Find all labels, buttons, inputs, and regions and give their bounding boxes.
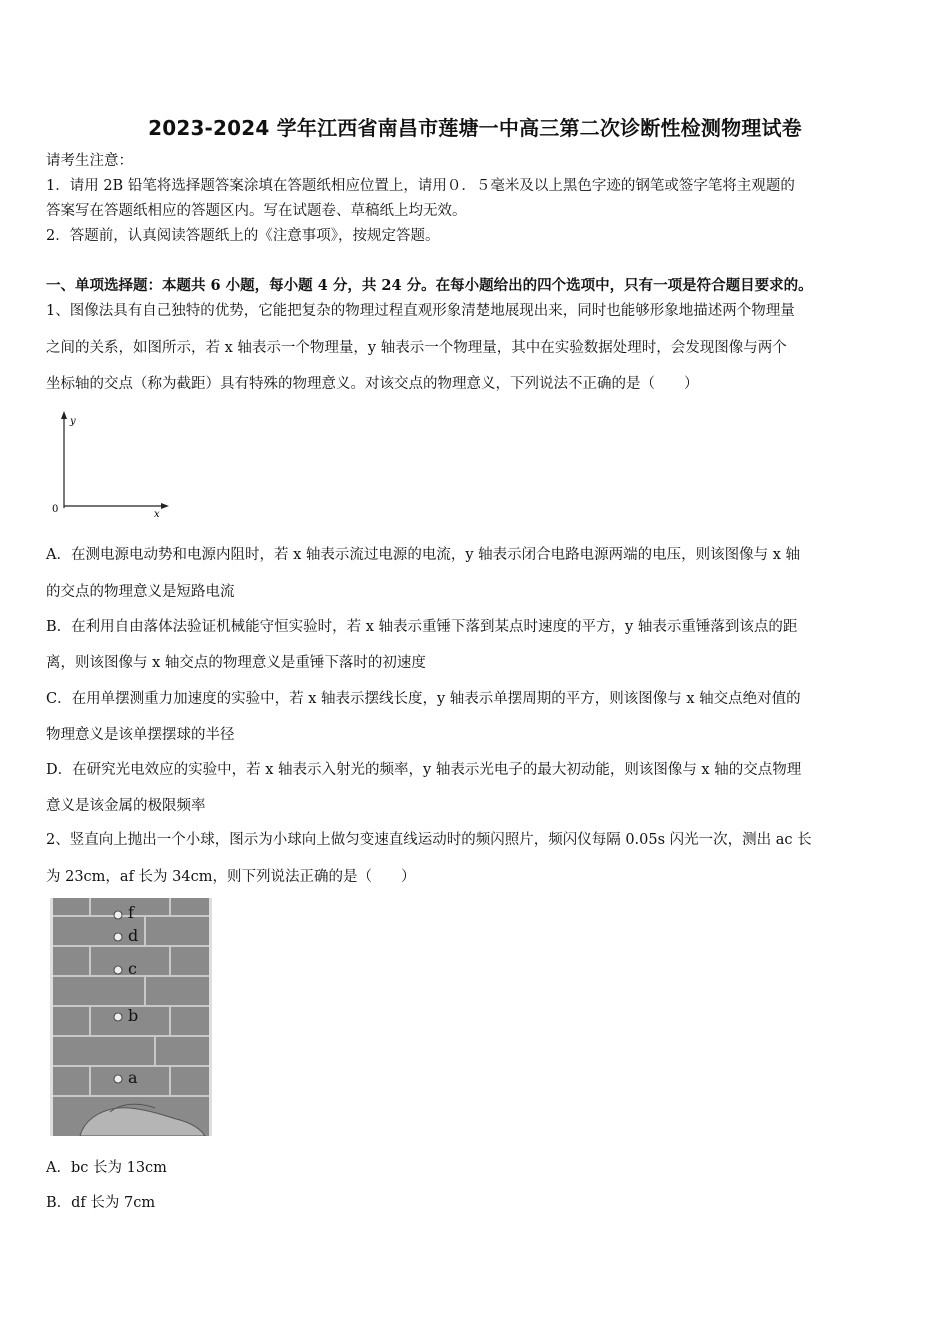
y-axis-label: y <box>70 416 76 427</box>
section1-heading: 一、单项选择题：本题共 6 小题，每小题 4 分，共 24 分。在每小题给出的四个选项中，只有一项是符合题目要求的。 <box>46 277 813 294</box>
q2-optB: B．df 长为 7cm <box>46 1195 156 1211</box>
notice-item1-line2: 答案写在答题纸相应的答题区内。写在试题卷、草稿纸上均无效。 <box>46 203 467 219</box>
label-a: a <box>128 1068 138 1087</box>
ball-a <box>114 1075 122 1083</box>
notice-heading: 请考生注意： <box>46 153 133 169</box>
ball-f <box>114 911 122 919</box>
label-c: c <box>128 959 137 978</box>
ball-c <box>114 966 122 974</box>
q2-optA: A．bc 长为 13cm <box>46 1160 167 1176</box>
y-axis-arrow <box>61 411 67 419</box>
q1-optB-line2: 离，则该图像与 x 轴交点的物理意义是重锤下落时的初速度 <box>46 655 426 671</box>
q1-optC-line1: C．在用单摆测重力加速度的实验中，若 x 轴表示摆线长度，y 轴表示单摆周期的平方，则该图像与 x 轴交点绝对值的 <box>46 691 801 707</box>
label-b: b <box>128 1006 139 1025</box>
ball-b <box>114 1013 122 1021</box>
notice-item1-line1: 1．请用 2B 铅笔将选择题答案涂填在答题纸相应位置上，请用０．５毫米及以上黑色字迹的钢笔或签字笔将主观题的 <box>46 178 795 194</box>
q1-line1: 1、图像法具有自己独特的优势，它能把复杂的物理过程直观形象清楚地展现出来，同时也能够形象地描述两个物理量 <box>46 303 795 319</box>
page-title: 2023-2024 学年江西省南昌市莲塘一中高三第二次诊断性检测物理试卷 <box>148 116 802 140</box>
q1-line2: 之间的关系，如图所示，若 x 轴表示一个物理量，y 轴表示一个物理量，其中在实验数据处理时，会发现图像与两个 <box>46 340 787 356</box>
q1-optC-line2: 物理意义是该单摆摆球的半径 <box>46 727 235 743</box>
q1-optD-line1: D．在研究光电效应的实验中，若 x 轴表示入射光的频率，y 轴表示光电子的最大初动能，则该图像与 x 轴的交点物理 <box>46 762 802 778</box>
origin-label: 0 <box>52 504 59 515</box>
notice-item2: 2．答题前，认真阅读答题纸上的《注意事项》，按规定答题。 <box>46 228 440 244</box>
x-axis-arrow <box>161 503 169 509</box>
q1-line3: 坐标轴的交点（称为截距）具有特殊的物理意义。对该交点的物理意义，下列说法不正确的是（ ） <box>46 376 699 392</box>
label-f: f <box>128 903 134 922</box>
q2-strobe-photo <box>50 898 212 1136</box>
q1-optB-line1: B．在利用自由落体法验证机械能守恒实验时，若 x 轴表示重锤下落到某点时速度的平方，y 轴表示重锤落到该点的距 <box>46 619 798 635</box>
label-d: d <box>128 926 139 945</box>
q1-optA-line2: 的交点的物理意义是短路电流 <box>46 584 235 600</box>
q2-line2: 为 23cm，af 长为 34cm，则下列说法正确的是（ ） <box>46 869 416 885</box>
x-axis-label: x <box>154 509 160 520</box>
q2-line1: 2、竖直向上抛出一个小球，图示为小球向上做匀变速直线运动时的频闪照片，频闪仪每隔 0.05s 闪光一次，测出 ac 长 <box>46 832 812 848</box>
q1-optD-line2: 意义是该金属的极限频率 <box>46 798 206 814</box>
q1-optA-line1: A．在测电源电动势和电源内阻时，若 x 轴表示流过电源的电流，y 轴表示闭合电路电源两端的电压，则该图像与 x 轴 <box>46 547 801 563</box>
ball-d <box>114 933 122 941</box>
q1-axes-figure <box>50 408 180 520</box>
